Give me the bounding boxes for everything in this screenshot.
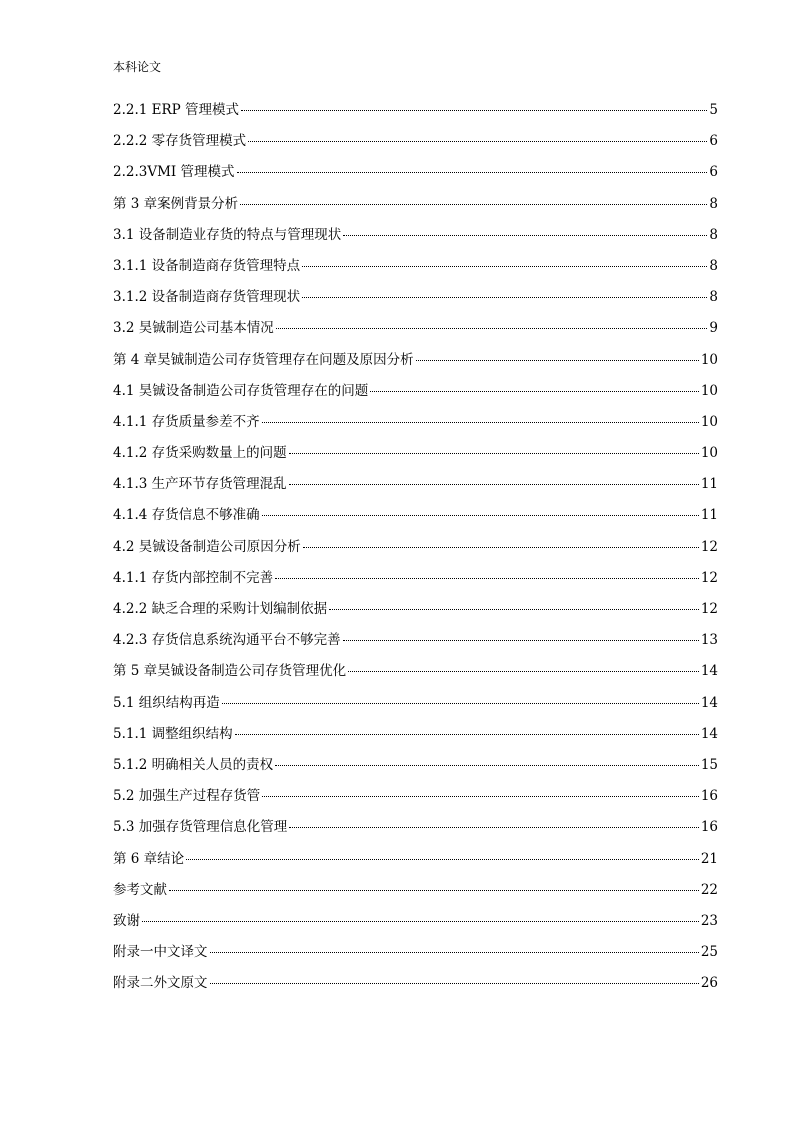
header-rule [113,81,717,82]
toc-entry[interactable] [113,350,718,381]
toc-entry-title: 4.1.2 存货采购数量上的问题 [113,445,287,462]
toc-entry-page-number: 15 [700,756,718,773]
toc-entry-title: 4.2.3 存货信息系统沟通平台不够完善 [113,632,341,649]
toc-dot-leader [275,578,699,579]
toc-entry[interactable] [113,630,718,661]
toc-dot-leader [222,703,699,704]
toc-entry-page-number: 26 [700,975,718,992]
toc-entry-page-number: 8 [709,226,718,243]
toc-dot-leader [343,235,707,236]
table-of-contents [113,100,718,1004]
toc-entry-title: 5.1.2 明确相关人员的责权 [113,756,274,773]
toc-entry-title: 4.1 昊铖设备制造公司存货管理存在的问题 [113,382,369,399]
toc-entry-page-number: 6 [709,133,718,150]
toc-dot-leader [142,921,699,922]
toc-entry-title: 5.2 加强生产过程存货管 [113,788,261,805]
toc-entry[interactable] [113,973,718,1004]
toc-entry-page-number: 14 [700,694,718,711]
toc-dot-leader [289,484,699,485]
toc-entry[interactable] [113,256,718,287]
toc-entry-page-number: 8 [709,289,718,306]
toc-entry-title: 3.1.1 设备制造商存货管理特点 [113,257,301,274]
toc-entry-page-number: 12 [700,601,718,617]
toc-entry[interactable] [113,911,718,942]
toc-dot-leader [276,328,708,329]
toc-entry-title: 4.2.2 缺乏合理的采购计划编制依据 [113,601,328,617]
toc-entry-title: 附录一中文译文 [113,944,208,961]
toc-entry-page-number: 12 [700,538,718,555]
toc-entry-title: 3.1 设备制造业存货的特点与管理现状 [113,226,342,243]
toc-entry-page-number: 6 [709,164,718,181]
toc-entry[interactable] [113,880,718,911]
toc-entry-page-number: 11 [700,476,718,493]
toc-entry[interactable] [113,505,718,536]
toc-dot-leader [262,422,699,423]
toc-entry[interactable] [113,537,718,568]
toc-entry-title: 2.2.2 零存货管理模式 [113,133,247,150]
toc-entry-title: 3.1.2 设备制造商存货管理现状 [113,289,301,306]
toc-entry-page-number: 16 [700,819,718,836]
toc-dot-leader [275,765,699,766]
toc-entry-page-number: 8 [709,257,718,274]
toc-entry[interactable] [113,381,718,412]
toc-entry-title: 第 6 章结论 [113,850,185,867]
toc-entry[interactable] [113,474,718,505]
toc-entry[interactable] [113,568,718,599]
toc-entry-title: 5.1 组织结构再造 [113,694,220,711]
toc-entry[interactable] [113,724,718,755]
toc-entry[interactable] [113,194,718,225]
toc-entry-title: 第 4 章昊铖制造公司存货管理存在问题及原因分析 [113,351,414,368]
toc-entry[interactable] [113,225,718,256]
toc-entry[interactable] [113,599,718,630]
toc-entry[interactable] [113,131,718,162]
toc-entry[interactable] [113,412,718,443]
toc-entry-page-number: 23 [700,912,718,929]
toc-dot-leader [248,141,707,142]
toc-entry-title: 4.2 昊铖设备制造公司原因分析 [113,538,301,555]
toc-entry-title: 2.2.1 ERP 管理模式 [113,102,240,118]
toc-entry-page-number: 22 [700,881,718,898]
toc-dot-leader [169,890,699,891]
toc-entry-page-number: 21 [700,850,718,867]
toc-entry-page-number: 25 [700,944,718,961]
toc-entry-title: 4.1.3 生产环节存货管理混乱 [113,476,287,493]
toc-entry-title: 5.3 加强存货管理信息化管理 [113,819,288,836]
toc-entry[interactable] [113,942,718,973]
toc-dot-leader [186,859,699,860]
toc-dot-leader [262,796,699,797]
toc-entry-page-number: 13 [700,632,718,649]
toc-dot-leader [262,515,699,516]
toc-entry-title: 第 5 章昊铖设备制造公司存货管理优化 [113,663,347,680]
toc-dot-leader [329,609,699,610]
toc-dot-leader [235,734,699,735]
toc-dot-leader [237,172,708,173]
toc-dot-leader [370,391,699,392]
toc-entry-title: 4.1.1 存货质量参差不齐 [113,413,260,430]
toc-entry-page-number: 11 [700,507,718,524]
toc-dot-leader [210,983,699,984]
toc-entry-page-number: 10 [700,382,718,399]
toc-entry-page-number: 16 [700,788,718,805]
toc-entry[interactable] [113,100,718,131]
toc-dot-leader [303,547,699,548]
toc-dot-leader [289,827,699,828]
toc-entry[interactable] [113,849,718,880]
toc-entry[interactable] [113,755,718,786]
toc-entry-title: 致谢 [113,912,140,929]
toc-entry[interactable] [113,287,718,318]
toc-dot-leader [240,204,707,205]
toc-entry-page-number: 9 [709,320,718,337]
toc-dot-leader [289,453,699,454]
toc-entry-title: 4.1.4 存货信息不够准确 [113,507,260,524]
toc-entry-page-number: 5 [709,102,718,118]
toc-dot-leader [348,671,699,672]
running-header: 本科论文 [113,60,162,74]
toc-entry-page-number: 10 [700,413,718,430]
toc-entry-page-number: 12 [700,569,718,586]
toc-entry[interactable] [113,817,718,848]
toc-entry[interactable] [113,661,718,692]
toc-entry[interactable] [113,162,718,193]
toc-entry-title: 5.1.1 调整组织结构 [113,725,233,742]
toc-entry-title: 附录二外文原文 [113,975,208,992]
toc-entry-page-number: 14 [700,725,718,742]
toc-dot-leader [343,640,699,641]
toc-dot-leader [302,266,707,267]
toc-entry-title: 4.1.1 存货内部控制不完善 [113,569,274,586]
toc-dot-leader [416,360,699,361]
toc-entry-page-number: 14 [700,663,718,680]
toc-entry[interactable] [113,318,718,349]
toc-entry[interactable] [113,693,718,724]
toc-entry-title: 第 3 章案例背景分析 [113,195,239,212]
toc-entry-title: 2.2.3VMI 管理模式 [113,164,235,181]
toc-entry-page-number: 10 [700,351,718,368]
toc-entry[interactable] [113,443,718,474]
toc-entry-title: 参考文献 [113,881,167,898]
toc-entry-page-number: 8 [709,195,718,212]
toc-dot-leader [210,952,699,953]
toc-entry[interactable] [113,786,718,817]
toc-dot-leader [241,110,707,111]
toc-dot-leader [302,297,707,298]
toc-entry-title: 3.2 昊铖制造公司基本情况 [113,320,274,337]
toc-entry-page-number: 10 [700,445,718,462]
